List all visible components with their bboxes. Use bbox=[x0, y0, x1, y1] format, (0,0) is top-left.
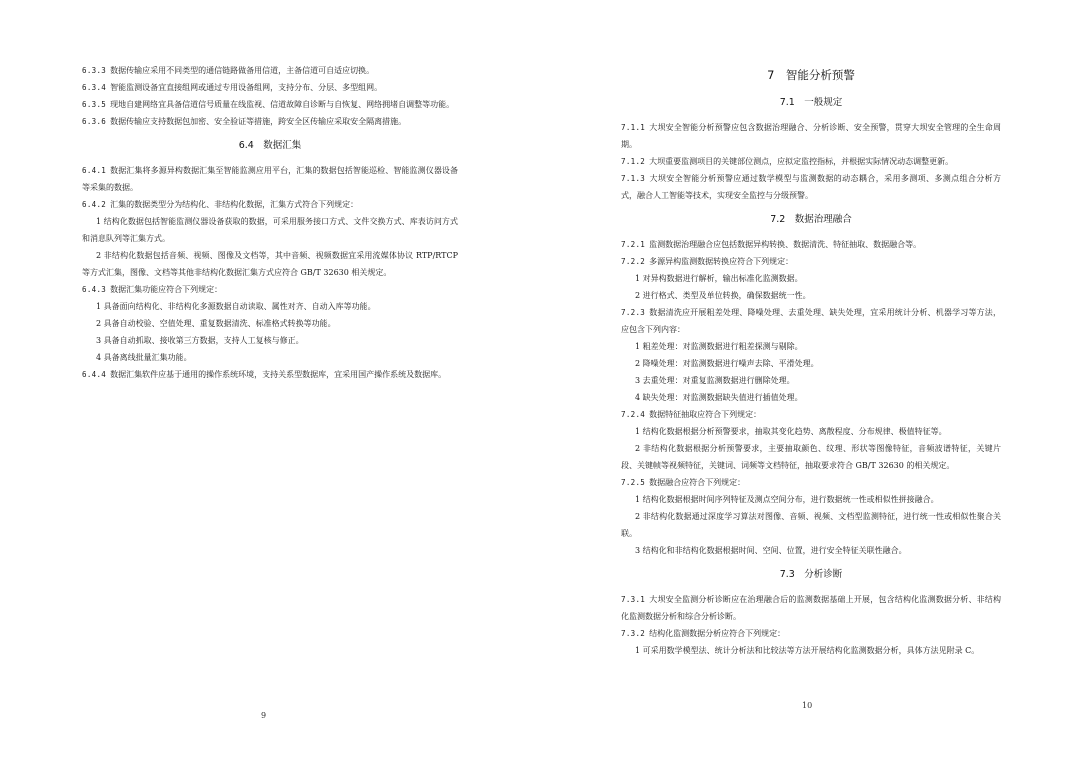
list-item bbox=[621, 372, 1001, 389]
clause-number: 7.1.2 bbox=[621, 157, 646, 166]
clause-paragraph bbox=[82, 96, 458, 113]
chapter-heading-7: 7 智能分析预警 bbox=[767, 68, 855, 82]
clause-number: 6.3.4 bbox=[82, 83, 107, 92]
section-heading-6-4: 6.4 数据汇集 bbox=[238, 140, 302, 151]
clause-paragraph bbox=[621, 591, 1001, 625]
clause-number: 7.1.1 bbox=[621, 123, 646, 132]
clause-text: 数据融合应符合下列规定： bbox=[649, 478, 746, 487]
clause-text: 1 具备面向结构化、非结构化多源数据自动读取、属性对齐、自动入库等功能。 bbox=[96, 302, 376, 311]
clause-text: 2 具备自动校验、空值处理、重复数据清洗、标准格式转换等功能。 bbox=[96, 319, 336, 328]
list-item bbox=[82, 315, 458, 332]
clause-number: 7.2.5 bbox=[621, 478, 646, 487]
clause-paragraph bbox=[82, 196, 458, 213]
list-item bbox=[621, 287, 1001, 304]
clause-text: 数据特征抽取应符合下列规定： bbox=[649, 410, 762, 419]
clause-number: 7.3.2 bbox=[621, 629, 646, 638]
clause-text: 4 具备离线批量汇集功能。 bbox=[96, 353, 192, 362]
section-heading-7-1: 7.1 一般规定 bbox=[779, 97, 843, 108]
clause-number: 7.2.1 bbox=[621, 240, 646, 249]
page-number-left: 9 bbox=[261, 711, 267, 720]
list-item bbox=[621, 440, 1001, 474]
clause-text: 2 降噪处理：对监测数据进行噪声去除、平滑处理。 bbox=[635, 359, 819, 368]
list-item bbox=[82, 332, 458, 349]
clause-paragraph bbox=[82, 366, 458, 383]
clause-text: 1 结构化数据根据分析预警要求，抽取其变化趋势、离散程度、分布规律、极值特征等。 bbox=[635, 427, 947, 436]
clause-text: 数据清洗应开展粗差处理、降噪处理、去重处理、缺失处理，宜采用统计分析、机器学习等方法，应包含下列内容： bbox=[621, 308, 1001, 334]
clause-list-7-2 bbox=[621, 236, 1001, 559]
clause-paragraph bbox=[621, 119, 1001, 153]
list-item bbox=[621, 642, 1001, 659]
clause-paragraph bbox=[82, 62, 458, 79]
section-heading-7-2: 7.2 数据治理融合 bbox=[770, 214, 852, 225]
clause-text: 多源异构监测数据转换应符合下列规定： bbox=[649, 257, 794, 266]
list-item bbox=[82, 298, 458, 315]
clause-list-7-3 bbox=[621, 591, 1001, 659]
list-item bbox=[82, 349, 458, 366]
clause-paragraph bbox=[621, 253, 1001, 270]
list-item bbox=[621, 491, 1001, 508]
clause-paragraph bbox=[621, 406, 1001, 423]
clause-text: 现地自建网络宜具备信道信号质量在线监视、信道故障自诊断与自恢复、网络拥堵自调整等功能。 bbox=[110, 100, 455, 109]
clause-list-6-4 bbox=[82, 162, 458, 383]
clause-text: 数据汇集功能应符合下列规定： bbox=[110, 285, 223, 294]
clause-text: 数据传输应支持数据包加密、安全验证等措施，跨安全区传输应采取安全隔离措施。 bbox=[110, 117, 407, 126]
list-item bbox=[621, 355, 1001, 372]
clause-paragraph bbox=[621, 625, 1001, 642]
clause-text: 3 具备自动抓取、接收第三方数据，支持人工复核与修正。 bbox=[96, 336, 304, 345]
list-item bbox=[621, 389, 1001, 406]
clause-text: 1 可采用数学模型法、统计分析法和比较法等方法开展结构化监测数据分析，具体方法见附录 C。 bbox=[635, 646, 980, 655]
list-item bbox=[621, 270, 1001, 287]
clause-paragraph bbox=[82, 162, 458, 196]
clause-text: 2 非结构化数据包括音频、视频、图像及文档等，其中音频、视频数据宜采用流媒体协议 RTP/RTCP 等方式汇集，图像、文档等其他非结构化数据汇集方式应符合 GB/T 32630 相关规定。 bbox=[82, 251, 458, 277]
clause-paragraph bbox=[621, 474, 1001, 491]
page-10 bbox=[621, 62, 1001, 659]
clause-text: 数据传输应采用不同类型的通信链路做备用信道，主备信道可自适应切换。 bbox=[110, 66, 375, 75]
clause-text: 4 缺失处理：对监测数据缺失值进行插值处理。 bbox=[635, 393, 803, 402]
clause-paragraph bbox=[621, 236, 1001, 253]
clause-paragraph bbox=[82, 113, 458, 130]
clause-number: 6.3.3 bbox=[82, 66, 107, 75]
section-heading-7-3: 7.3 分析诊断 bbox=[779, 569, 843, 580]
clause-text: 大坝安全智能分析预警应包含数据治理融合、分析诊断、安全预警，贯穿大坝安全管理的全生命周期。 bbox=[621, 123, 1001, 149]
list-item bbox=[82, 213, 458, 247]
clause-text: 结构化监测数据分析应符合下列规定： bbox=[649, 629, 786, 638]
clause-number: 7.3.1 bbox=[621, 595, 646, 604]
clause-number: 6.3.6 bbox=[82, 117, 107, 126]
clause-number: 7.2.2 bbox=[621, 257, 646, 266]
clause-paragraph bbox=[82, 281, 458, 298]
clause-text: 2 进行格式、类型及单位转换，确保数据统一性。 bbox=[635, 291, 811, 300]
clause-paragraph bbox=[82, 79, 458, 96]
clause-number: 6.3.5 bbox=[82, 100, 107, 109]
clause-text: 数据汇集软件应基于通用的操作系统环境，支持关系型数据库，宜采用国产操作系统及数据库。 bbox=[110, 370, 447, 379]
clause-list-7-1 bbox=[621, 119, 1001, 204]
clause-text: 2 非结构化数据通过深度学习算法对图像、音频、视频、文档型监测特征，进行统一性或相似性聚合关联。 bbox=[621, 512, 1001, 538]
clause-text: 1 粗差处理：对监测数据进行粗差探测与剔除。 bbox=[635, 342, 803, 351]
clause-number: 7.2.4 bbox=[621, 410, 646, 419]
clause-text: 2 非结构化数据根据分析预警要求，主要抽取颜色、纹理、形状等图像特征，音频波谱特征，关键片段、关键帧等视频特征，关键词、词频等文档特征，抽取要求符合 GB/T 32630 的相关规定。 bbox=[621, 444, 1001, 470]
list-item bbox=[621, 338, 1001, 355]
clause-list-6-3 bbox=[82, 62, 458, 130]
clause-text: 监测数据治理融合应包括数据异构转换、数据清洗、特征抽取、数据融合等。 bbox=[649, 240, 922, 249]
page-number-right: 10 bbox=[802, 701, 813, 710]
clause-paragraph bbox=[621, 170, 1001, 204]
clause-number: 6.4.3 bbox=[82, 285, 107, 294]
clause-text: 数据汇集将多源异构数据汇集至智能监测应用平台，汇集的数据包括智能巡检、智能监测仪器设备等采集的数据。 bbox=[82, 166, 458, 192]
clause-text: 1 对异构数据进行解析，输出标准化监测数据。 bbox=[635, 274, 803, 283]
clause-number: 7.1.3 bbox=[621, 174, 646, 183]
clause-number: 6.4.4 bbox=[82, 370, 107, 379]
clause-text: 汇集的数据类型分为结构化、非结构化数据，汇集方式符合下列规定： bbox=[110, 200, 359, 209]
clause-text: 3 结构化和非结构化数据根据时间、空间、位置，进行安全特征关联性融合。 bbox=[635, 546, 907, 555]
clause-number: 6.4.2 bbox=[82, 200, 107, 209]
clause-text: 1 结构化数据根据时间序列特征及测点空间分布，进行数据统一性或相似性拼接融合。 bbox=[635, 495, 939, 504]
list-item bbox=[621, 423, 1001, 440]
clause-number: 7.2.3 bbox=[621, 308, 646, 317]
clause-text: 大坝安全智能分析预警应通过数学模型与监测数据的动态耦合，采用多测项、多测点组合分析方式，融合人工智能等技术，实现安全监控与分级预警。 bbox=[621, 174, 1001, 200]
list-item bbox=[621, 542, 1001, 559]
clause-number: 6.4.1 bbox=[82, 166, 107, 175]
list-item bbox=[621, 508, 1001, 542]
clause-text: 大坝重要监测项目的关键部位测点，应拟定监控指标，并根据实际情况动态调整更新。 bbox=[649, 157, 954, 166]
page-9 bbox=[82, 62, 458, 383]
clause-paragraph bbox=[621, 153, 1001, 170]
list-item bbox=[82, 247, 458, 281]
clause-text: 3 去重处理：对重复监测数据进行删除处理。 bbox=[635, 376, 795, 385]
clause-text: 智能监测设备宜直接组网或通过专用设备组网，支持分布、分层、多型组网。 bbox=[110, 83, 383, 92]
clause-paragraph bbox=[621, 304, 1001, 338]
clause-text: 大坝安全监测分析诊断应在治理融合后的监测数据基础上开展，包含结构化监测数据分析、非结构化监测数据分析和综合分析诊断。 bbox=[621, 595, 1001, 621]
clause-text: 1 结构化数据包括智能监测仪器设备获取的数据，可采用服务接口方式、文件交换方式、库表访问方式和消息队列等汇集方式。 bbox=[82, 217, 458, 243]
